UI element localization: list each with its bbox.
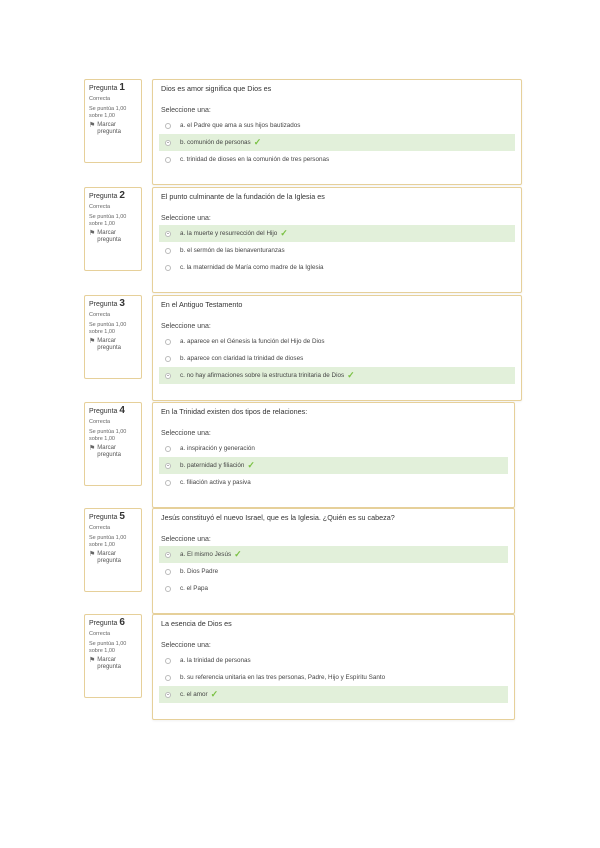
flag-question-link[interactable]	[89, 551, 137, 565]
answer-list	[159, 652, 508, 703]
correct-check-icon: ✓	[234, 549, 242, 559]
flag-icon: ⚑	[89, 230, 96, 237]
flag-label[interactable]: Marcar pregunta	[97, 657, 121, 670]
answer-label: b. el sermón de las bienaventuranzas	[180, 247, 285, 254]
question-number: Pregunta 3	[89, 298, 125, 309]
question-info	[84, 79, 142, 163]
flag-question-link[interactable]	[89, 657, 137, 671]
answer-radio[interactable]	[165, 692, 171, 698]
question-state: Correcta	[89, 525, 111, 531]
answer-list	[159, 440, 508, 491]
question-content	[152, 187, 522, 293]
answer-label: c. el amor	[180, 691, 208, 698]
question-grade: Se puntúa 1,00 sobre 1,00	[89, 106, 127, 119]
answer-label: c. trinidad de dioses en la comunión de tres personas	[180, 156, 330, 163]
answer-label: a. inspiración y generación	[180, 445, 255, 452]
answer-label: c. no hay afirmaciones sobre la estructura trinitaria de Dios	[180, 372, 345, 379]
answer-radio[interactable]	[165, 157, 171, 163]
select-prompt: Seleccione una:	[161, 323, 211, 330]
correct-check-icon: ✓	[253, 137, 262, 147]
question-content	[152, 295, 522, 401]
answer-radio[interactable]	[165, 231, 171, 237]
answer-option[interactable]	[159, 117, 515, 134]
answer-option[interactable]	[159, 686, 508, 703]
question-info	[84, 187, 142, 271]
question-text: El punto culminante de la fundación de la Iglesia es	[161, 192, 325, 201]
answer-option[interactable]	[159, 669, 508, 686]
question-text: Dios es amor significa que Dios es	[161, 84, 272, 93]
answer-list	[159, 333, 515, 384]
select-prompt: Seleccione una:	[161, 215, 211, 222]
correct-check-icon: ✓	[347, 370, 355, 380]
correct-check-icon: ✓	[280, 228, 288, 238]
answer-label: a. aparece en el Génesis la función del Hijo de Dios	[180, 338, 325, 345]
question-state: Correcta	[89, 204, 111, 210]
answer-option[interactable]	[159, 242, 515, 259]
flag-question-link[interactable]	[89, 122, 137, 136]
answer-radio[interactable]	[165, 463, 171, 469]
question-grade: Se puntúa 1,00 sobre 1,00	[89, 535, 127, 548]
answer-label: a. la muerte y resurrección del Hijo	[180, 230, 278, 237]
answer-list	[159, 225, 515, 276]
answer-radio[interactable]	[165, 569, 171, 575]
question-text: La esencia de Dios es	[161, 619, 232, 628]
question-content	[152, 402, 515, 508]
flag-icon: ⚑	[89, 551, 96, 558]
answer-option[interactable]	[159, 151, 515, 168]
question-content	[152, 614, 515, 720]
flag-question-link[interactable]	[89, 230, 137, 244]
answer-radio[interactable]	[165, 339, 171, 345]
correct-check-icon: ✓	[210, 689, 219, 699]
flag-label[interactable]: Marcar pregunta	[97, 230, 121, 243]
answer-radio[interactable]	[165, 675, 171, 681]
select-prompt: Seleccione una:	[161, 642, 211, 649]
question-text: En la Trinidad existen dos tipos de relaciones:	[161, 407, 308, 416]
question-grade: Se puntúa 1,00 sobre 1,00	[89, 641, 127, 654]
flag-question-link[interactable]	[89, 445, 137, 459]
answer-label: b. Dios Padre	[180, 568, 219, 575]
answer-label: b. aparece con claridad la trinidad de dioses	[180, 355, 304, 362]
answer-option[interactable]	[159, 457, 508, 474]
flag-label[interactable]: Marcar pregunta	[97, 445, 121, 458]
answer-option[interactable]	[159, 580, 508, 597]
flag-label[interactable]: Marcar pregunta	[97, 338, 121, 351]
question-info	[84, 402, 142, 486]
question-number: Pregunta 6	[89, 617, 125, 628]
question-number: Pregunta 2	[89, 190, 125, 201]
answer-option[interactable]	[159, 259, 515, 276]
question-state: Correcta	[89, 631, 111, 637]
answer-radio[interactable]	[165, 373, 171, 379]
question-grade: Se puntúa 1,00 sobre 1,00	[89, 322, 127, 335]
flag-label[interactable]: Marcar pregunta	[97, 122, 121, 135]
question-text: Jesús constituyó el nuevo Israel, que es la Iglesia. ¿Quién es su cabeza?	[161, 513, 395, 522]
question-state: Correcta	[89, 312, 111, 318]
flag-icon: ⚑	[89, 338, 96, 345]
question-content	[152, 79, 522, 185]
answer-option[interactable]	[159, 367, 515, 384]
answer-radio[interactable]	[165, 265, 171, 271]
correct-check-icon: ✓	[247, 460, 255, 470]
answer-radio[interactable]	[165, 586, 171, 592]
question-info	[84, 295, 142, 379]
question-state: Correcta	[89, 96, 111, 102]
answer-radio[interactable]	[165, 123, 171, 129]
answer-option[interactable]	[159, 563, 508, 580]
select-prompt: Seleccione una:	[161, 107, 211, 114]
question-info	[84, 614, 142, 698]
answer-label: b. su referencia unitaria en las tres personas, Padre, Hijo y Espíritu Santo	[180, 674, 386, 681]
flag-label[interactable]: Marcar pregunta	[97, 551, 121, 564]
flag-icon: ⚑	[89, 445, 96, 452]
question-content	[152, 508, 515, 614]
answer-option[interactable]	[159, 134, 515, 151]
flag-icon: ⚑	[89, 122, 96, 129]
answer-label: c. la maternidad de María como madre de la Iglesia	[180, 264, 324, 271]
answer-label: a. El mismo Jesús	[180, 551, 232, 558]
select-prompt: Seleccione una:	[161, 536, 211, 543]
answer-radio[interactable]	[165, 446, 171, 452]
answer-label: b. paternidad y filiación	[180, 462, 245, 469]
answer-list	[159, 117, 515, 168]
answer-radio[interactable]	[165, 480, 171, 486]
answer-radio[interactable]	[165, 552, 171, 558]
answer-option[interactable]	[159, 333, 515, 350]
question-state: Correcta	[89, 419, 111, 425]
select-prompt: Seleccione una:	[161, 430, 211, 437]
answer-label: c. filiación activa y pasiva	[180, 479, 251, 486]
question-text: En el Antiguo Testamento	[161, 300, 243, 309]
question-info	[84, 508, 142, 592]
answer-option[interactable]	[159, 225, 515, 242]
answer-label: c. el Papa	[180, 585, 209, 592]
answer-radio[interactable]	[165, 658, 171, 664]
answer-radio[interactable]	[165, 356, 171, 362]
answer-option[interactable]	[159, 546, 508, 563]
answer-option[interactable]	[159, 440, 508, 457]
question-grade: Se puntúa 1,00 sobre 1,00	[89, 429, 127, 442]
flag-question-link[interactable]	[89, 338, 137, 352]
answer-list	[159, 546, 508, 597]
answer-label: b. comunión de personas	[180, 139, 251, 146]
question-number: Pregunta 1	[89, 82, 125, 93]
answer-radio[interactable]	[165, 248, 171, 254]
answer-option[interactable]	[159, 474, 508, 491]
answer-option[interactable]	[159, 350, 515, 367]
flag-icon: ⚑	[89, 657, 96, 664]
answer-label: a. el Padre que ama a sus hijos bautizados	[180, 122, 301, 129]
answer-option[interactable]	[159, 652, 508, 669]
answer-radio[interactable]	[165, 140, 171, 146]
question-number: Pregunta 5	[89, 511, 125, 522]
answer-label: a. la trinidad de personas	[180, 657, 251, 664]
question-number: Pregunta 4	[89, 405, 125, 416]
question-grade: Se puntúa 1,00 sobre 1,00	[89, 214, 127, 227]
